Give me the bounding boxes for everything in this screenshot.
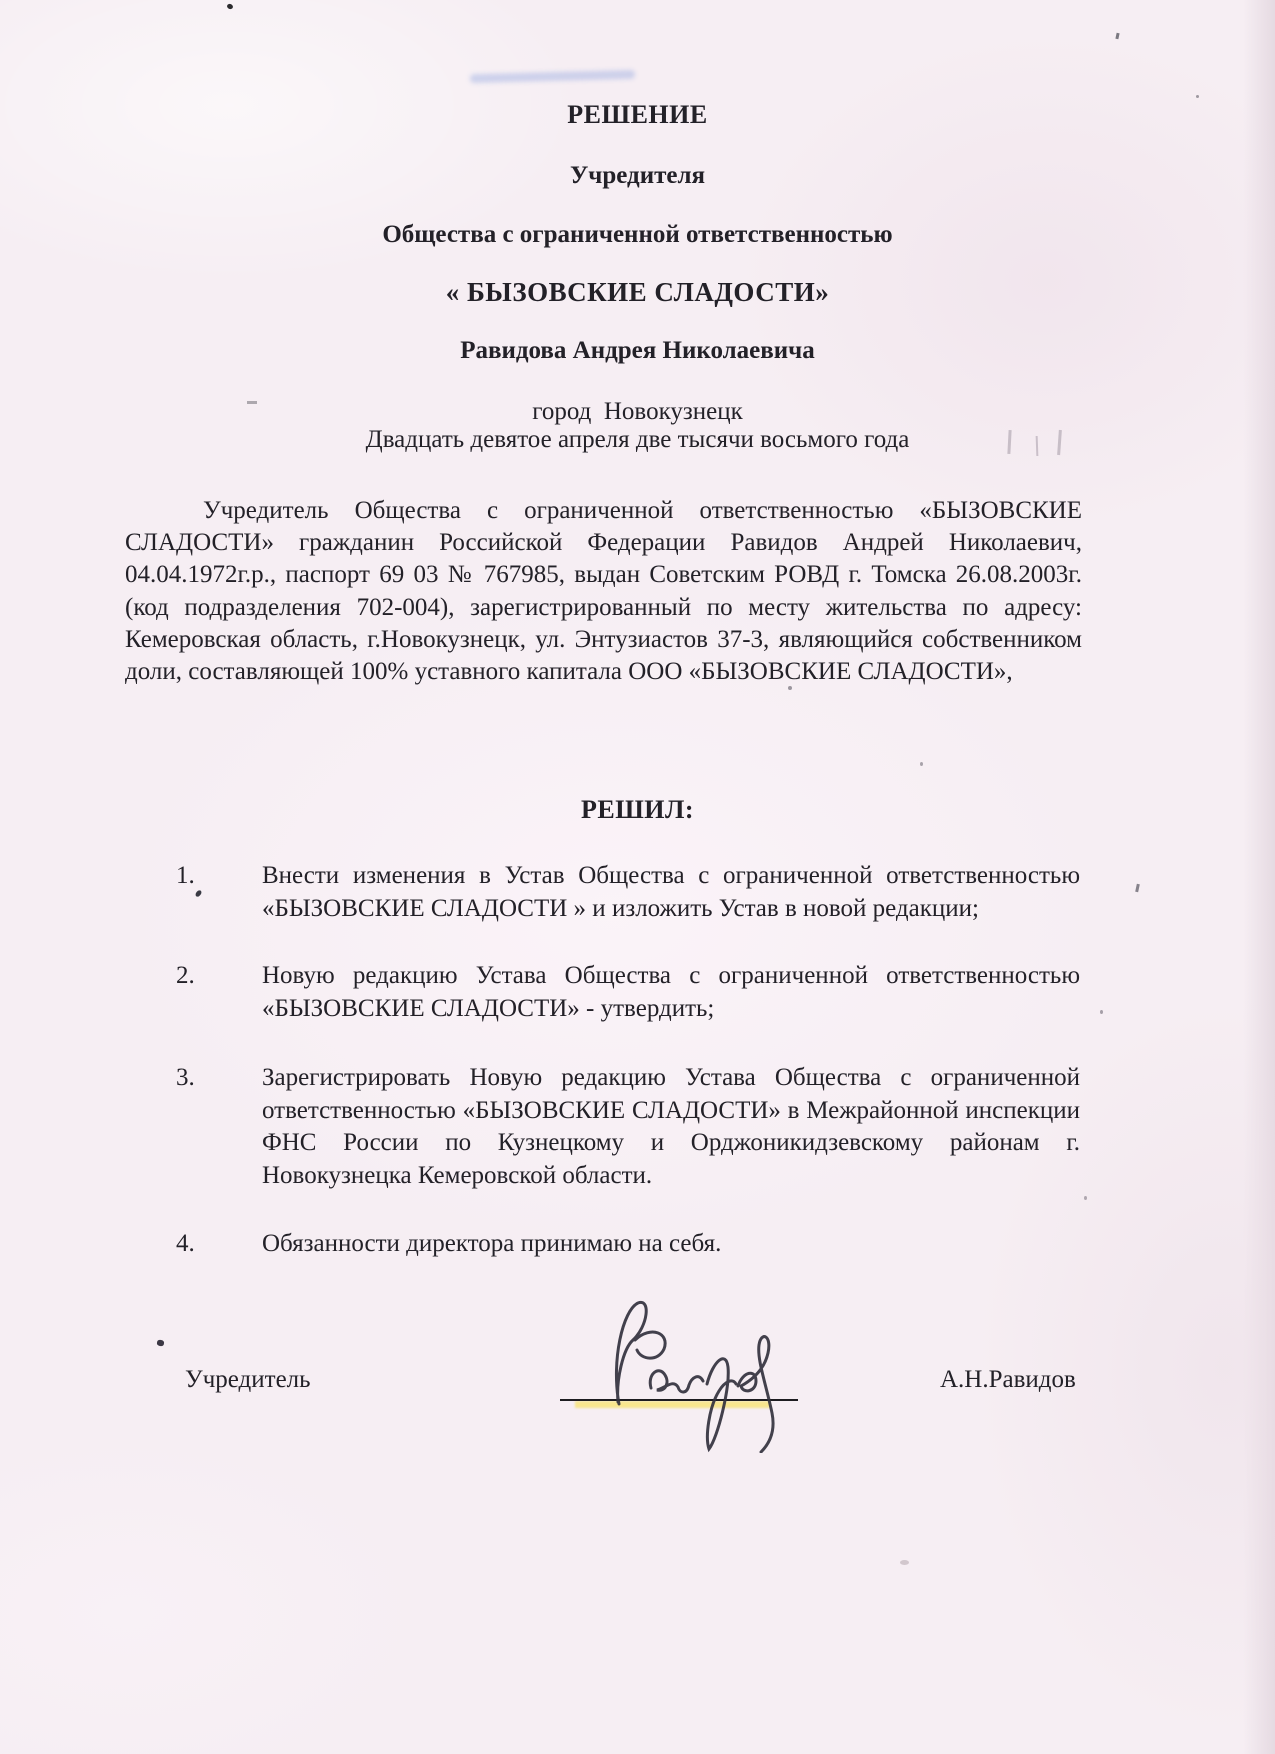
item-number: 1. bbox=[176, 862, 195, 889]
preamble-paragraph: Учредитель Общества с ограниченной ответственностью «БЫЗОВСКИЕ СЛАДОСТИ» гражданин Российской Федерации Равидов Андрей Николаевич, 04.04.1972г.р., паспорт 69 03 № 767985, выдан Советским РОВД г. Томска 26.08.2003г. (код подразделения 702-004), зарегистрированный по месту жительства по адресу: Кемеровская область, г.Новокузнецк, ул. Энтузиастов 37-3, являющийся собственником доли, составляющей 100% уставного капитала ООО «БЫЗОВСКИЕ СЛАДОСТИ», bbox=[125, 497, 1082, 686]
resolution-item-3 bbox=[176, 1062, 1080, 1192]
scan-speck bbox=[920, 762, 923, 766]
scan-speck bbox=[900, 1560, 909, 1565]
item-text: Обязанности директора принимаю на себя. bbox=[262, 1230, 722, 1257]
item-number: 3. bbox=[176, 1064, 195, 1091]
scan-speck bbox=[1084, 1196, 1087, 1200]
scan-speck bbox=[226, 3, 233, 10]
city-line: город Новокузнецк bbox=[532, 398, 743, 425]
scan-speck bbox=[1135, 884, 1140, 892]
scan-speck bbox=[1115, 33, 1119, 39]
document-title: РЕШЕНИЕ bbox=[567, 100, 708, 129]
resolution-item-2 bbox=[176, 960, 1080, 1025]
subtitle-founder: Учредителя bbox=[569, 162, 706, 189]
resolution-item-4 bbox=[176, 1228, 1080, 1261]
date-line: Двадцать девятое апреля две тысячи восьмого года bbox=[365, 426, 910, 453]
founder-name: Равидова Андрея Николаевича bbox=[460, 337, 815, 364]
handwritten-signature bbox=[585, 1288, 800, 1453]
item-text: Внести изменения в Устав Общества с ограниченной ответственностью «БЫЗОВСКИЕ СЛАДОСТИ » и изложить Устав в новой редакции; bbox=[262, 862, 1080, 922]
resolution-item-1 bbox=[176, 860, 1080, 925]
signer-name: А.Н.Равидов bbox=[940, 1366, 1076, 1393]
resolution-heading: РЕШИЛ: bbox=[580, 795, 695, 824]
scan-speck bbox=[1196, 95, 1199, 98]
company-name: « БЫЗОВСКИЕ СЛАДОСТИ» bbox=[445, 277, 830, 307]
scan-speck bbox=[788, 686, 792, 690]
subtitle-company-type: Общества с ограниченной ответственностью bbox=[382, 221, 893, 248]
item-number: 2. bbox=[176, 962, 195, 989]
scan-blue-smudge bbox=[470, 70, 635, 83]
item-text: Зарегистрировать Новую редакцию Устава Общества с ограниченной ответственностью «БЫЗОВСКИЕ СЛАДОСТИ» в Межрайонной инспекции ФНС России по Кузнецкому и Орджоникидзевскому районам г. Новокузнецка Кемеровской области. bbox=[262, 1064, 1080, 1189]
item-text: Новую редакцию Устава Общества с ограниченной ответственностью «БЫЗОВСКИЕ СЛАДОСТИ» - утвердить; bbox=[262, 962, 1080, 1022]
founder-role-label: Учредитель bbox=[185, 1366, 311, 1393]
scan-speck bbox=[157, 1339, 165, 1346]
item-number: 4. bbox=[176, 1230, 195, 1257]
scan-speck bbox=[247, 401, 257, 404]
scan-speck bbox=[1100, 1010, 1103, 1014]
